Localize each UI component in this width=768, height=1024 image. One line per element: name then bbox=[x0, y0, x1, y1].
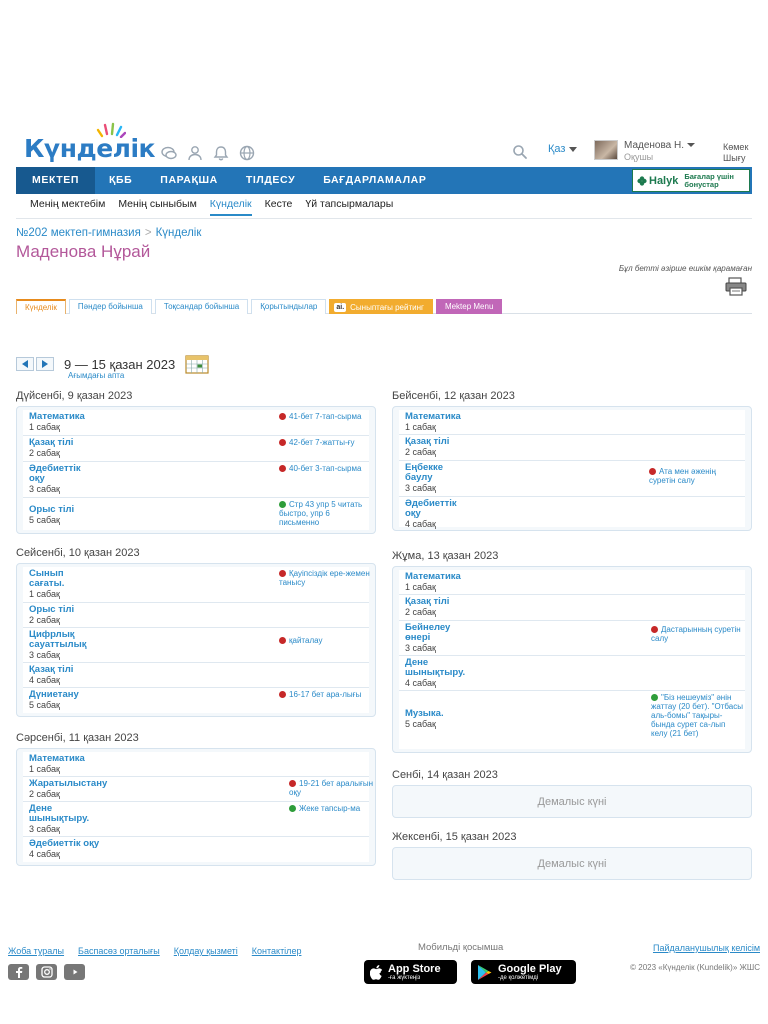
tab-class-rating[interactable] bbox=[329, 299, 433, 314]
holiday-label: Демалыс күні bbox=[392, 785, 752, 818]
halyk-text bbox=[684, 173, 734, 189]
homework[interactable] bbox=[651, 693, 743, 738]
bell-icon[interactable] bbox=[212, 144, 230, 162]
homework-text: Жеке тапсыр-ма bbox=[299, 804, 361, 813]
prev-week-button[interactable] bbox=[16, 357, 34, 371]
lesson-subject[interactable]: Дүниетану bbox=[29, 689, 79, 700]
day-title: Сәрсенбі, 11 қазан 2023 bbox=[16, 732, 139, 744]
lesson-subject[interactable]: Орыс тілі bbox=[29, 604, 75, 615]
halyk-text-line-2: бонустар bbox=[684, 179, 719, 189]
homework[interactable] bbox=[279, 412, 371, 421]
lesson-subject[interactable]: Әдебиеттік оқу bbox=[29, 838, 100, 849]
breadcrumb-school[interactable]: №202 мектеп-гимназия bbox=[16, 227, 141, 239]
lesson-number: 4 сабақ bbox=[29, 675, 60, 685]
day-title: Сенбі, 14 қазан 2023 bbox=[392, 769, 498, 781]
lesson-subject[interactable]: Математика bbox=[405, 571, 461, 582]
lesson-number: 5 сабақ bbox=[29, 700, 60, 710]
homework-text: 42-бет 7-жатты-ғу bbox=[289, 438, 355, 447]
lesson-number: 3 сабақ bbox=[29, 650, 60, 660]
copyright: © 2023 «Күнделік (Kundelik)» ЖШС bbox=[630, 963, 760, 972]
subnav-diary[interactable]: Күнделік bbox=[210, 198, 252, 216]
lesson-subject[interactable]: Әдебиеттік оқу bbox=[405, 498, 457, 519]
current-week-link[interactable]: Ағымдағы апта bbox=[68, 371, 125, 380]
homework-status-icon bbox=[649, 468, 656, 475]
app-store-text bbox=[388, 964, 441, 981]
homework-text: Стр 43 упр 5 читать быстро, упр 6 письменно bbox=[279, 500, 363, 527]
chat-icon[interactable] bbox=[160, 144, 178, 162]
subnav-homework[interactable]: Үй тапсырмалары bbox=[305, 198, 394, 210]
homework-text: Дастарынның суретін салу bbox=[651, 625, 741, 643]
homework-text: Ата мен әженің суретін салу bbox=[649, 467, 716, 485]
homework-status-icon bbox=[289, 805, 296, 812]
lesson-row bbox=[23, 603, 369, 628]
lesson-number: 5 сабақ bbox=[29, 515, 60, 525]
homework[interactable] bbox=[289, 804, 381, 813]
google-play-text bbox=[498, 964, 562, 981]
lesson-row bbox=[23, 802, 369, 837]
lesson-row bbox=[399, 410, 745, 435]
halyk-logo bbox=[637, 175, 678, 187]
tab-by-subjects[interactable]: Пәндер бойынша bbox=[69, 299, 152, 314]
footer-link-contacts[interactable]: Контактілер bbox=[251, 946, 302, 956]
lesson-subject[interactable]: Музыка. bbox=[405, 708, 444, 719]
nav-item-school[interactable]: МЕКТЕП bbox=[16, 167, 95, 194]
subnav-schedule[interactable]: Кесте bbox=[264, 198, 293, 210]
homework[interactable] bbox=[279, 500, 371, 527]
homework[interactable] bbox=[289, 779, 381, 797]
nav-item-chat[interactable]: ТІЛДЕСУ bbox=[245, 174, 296, 186]
day-title: Дүйсенбі, 9 қазан 2023 bbox=[16, 390, 133, 402]
main-nav bbox=[16, 167, 752, 194]
day-monday bbox=[16, 390, 376, 534]
homework-status-icon bbox=[279, 439, 286, 446]
divider bbox=[16, 218, 752, 219]
lesson-row bbox=[399, 621, 745, 656]
tab-mektep-menu[interactable]: Mektep Menu bbox=[436, 299, 502, 314]
lessons-list bbox=[392, 406, 752, 531]
day-title: Сейсенбі, 10 қазан 2023 bbox=[16, 547, 140, 559]
lesson-number: 4 сабақ bbox=[405, 678, 436, 688]
lesson-row bbox=[23, 663, 369, 688]
youtube-icon[interactable] bbox=[64, 964, 85, 980]
homework-status-icon bbox=[279, 570, 286, 577]
diary-tabs bbox=[16, 299, 752, 314]
homework-text: қайталау bbox=[289, 636, 323, 645]
lesson-subject[interactable]: Әдебиеттік оқу bbox=[29, 463, 81, 484]
lesson-row bbox=[399, 461, 745, 497]
homework[interactable] bbox=[279, 690, 371, 699]
apple-icon bbox=[370, 965, 383, 980]
tab-diary[interactable]: Күнделік bbox=[16, 299, 66, 314]
app-store-label: App Store bbox=[388, 962, 441, 975]
lesson-number: 2 сабақ bbox=[29, 448, 60, 458]
day-title: Бейсенбі, 12 қазан 2023 bbox=[392, 390, 515, 402]
print-icon[interactable] bbox=[724, 276, 750, 296]
tab-class-rating-label: Сыныптағы рейтинг bbox=[350, 302, 424, 312]
lesson-row bbox=[399, 691, 745, 749]
lesson-number: 1 сабақ bbox=[405, 422, 436, 432]
lesson-row bbox=[23, 777, 374, 802]
social-links bbox=[8, 964, 85, 980]
lesson-number: 2 сабақ bbox=[405, 447, 436, 457]
homework-text: 41-бет 7-тап-сырма bbox=[289, 412, 362, 421]
lesson-subject[interactable]: Математика bbox=[29, 753, 85, 764]
lesson-number: 2 сабақ bbox=[29, 615, 60, 625]
lesson-subject[interactable]: Қазақ тілі bbox=[405, 436, 450, 447]
homework-status-icon bbox=[279, 691, 286, 698]
day-title: Жұма, 13 қазан 2023 bbox=[392, 550, 499, 562]
lesson-number: 3 сабақ bbox=[29, 484, 60, 494]
mobile-app-title: Мобильді қосымша bbox=[418, 942, 504, 953]
lesson-number: 4 сабақ bbox=[405, 519, 436, 529]
google-play-sub: -де қолжетімді bbox=[498, 974, 539, 981]
lesson-subject[interactable]: Дене шынықтыру. bbox=[29, 803, 90, 824]
nav-item-page[interactable]: ПАРАҚША bbox=[160, 174, 218, 186]
lesson-row bbox=[399, 595, 745, 621]
lesson-subject[interactable]: Жаратылыстану bbox=[29, 778, 108, 789]
day-tuesday bbox=[16, 547, 376, 717]
instagram-icon[interactable] bbox=[36, 964, 57, 980]
homework-status-icon bbox=[279, 413, 286, 420]
lesson-subject[interactable]: Қазақ тілі bbox=[405, 596, 450, 607]
homework-text: "Біз нешеуміз" әнін жаттау (20 бет). "Отбасы аль-бомы" тақыры-бында сурет са-лып келу (21 бет) bbox=[651, 693, 744, 738]
lessons-list bbox=[16, 563, 376, 717]
footer-link-about[interactable]: Жоба туралы bbox=[8, 946, 65, 956]
footer-link-support[interactable]: Қолдау қызметі bbox=[173, 946, 238, 956]
breadcrumb-page[interactable]: Күнделік bbox=[155, 227, 202, 239]
lesson-subject[interactable]: Дене шынықтыру. bbox=[405, 657, 466, 678]
tab-by-quarters[interactable]: Тоқсандар бойынша bbox=[155, 299, 248, 314]
lesson-row bbox=[23, 462, 369, 498]
lessons-list bbox=[16, 406, 376, 534]
homework-status-icon bbox=[651, 694, 658, 701]
user-menu[interactable] bbox=[624, 140, 695, 151]
help-logout bbox=[723, 142, 748, 164]
lesson-row bbox=[23, 628, 369, 663]
lesson-subject[interactable]: Математика bbox=[29, 411, 85, 422]
lesson-subject[interactable]: Сынып сағаты. bbox=[29, 568, 65, 589]
homework[interactable] bbox=[651, 625, 743, 643]
lesson-row bbox=[399, 497, 745, 527]
lesson-number: 4 сабақ bbox=[29, 849, 60, 859]
lesson-subject[interactable]: Цифрлық сауаттылық bbox=[29, 629, 87, 650]
day-friday bbox=[392, 550, 752, 753]
lessons-list bbox=[392, 566, 752, 753]
nav-item-kbb[interactable]: ҚББ bbox=[108, 174, 133, 186]
lesson-number: 1 сабақ bbox=[29, 764, 60, 774]
homework-text: Қауіпсіздік ере-жемен танысу bbox=[279, 569, 370, 587]
lesson-subject[interactable]: Еңбекке баулу bbox=[405, 462, 444, 483]
next-week-button[interactable] bbox=[36, 357, 54, 371]
user-name: Маденова Н. bbox=[624, 140, 685, 151]
google-play-label: Google Play bbox=[498, 962, 562, 975]
arrow-right-icon bbox=[42, 360, 48, 368]
viewed-notice: Бұл бетті әзірше ешкім қарамаған bbox=[618, 264, 752, 273]
facebook-icon[interactable] bbox=[8, 964, 29, 980]
halyk-text-line-1: Бағалар үшін bbox=[684, 171, 734, 181]
day-thursday bbox=[392, 390, 752, 531]
avatar[interactable] bbox=[594, 140, 618, 160]
lessons-list bbox=[16, 748, 376, 866]
holiday-label: Демалыс күні bbox=[392, 847, 752, 880]
breadcrumb bbox=[16, 227, 201, 239]
help-link[interactable]: Көмек bbox=[723, 142, 749, 152]
footer-link-press[interactable]: Баспасөз орталығы bbox=[78, 946, 160, 956]
homework[interactable] bbox=[279, 569, 371, 587]
lesson-row bbox=[23, 410, 369, 436]
language-selector[interactable] bbox=[548, 143, 577, 155]
lesson-row bbox=[23, 752, 369, 777]
day-sunday bbox=[392, 831, 752, 880]
lesson-subject[interactable]: Қазақ тілі bbox=[29, 664, 74, 675]
google-play-button[interactable] bbox=[471, 960, 576, 984]
header bbox=[0, 118, 768, 166]
day-wednesday bbox=[16, 732, 376, 866]
lesson-number: 5 сабақ bbox=[405, 719, 436, 729]
day-title: Жексенбі, 15 қазан 2023 bbox=[392, 831, 517, 843]
lesson-subject[interactable]: Бейнелеу өнері bbox=[405, 622, 451, 643]
homework-status-icon bbox=[289, 780, 296, 787]
lesson-row bbox=[23, 688, 369, 713]
homework-text: 19-21 бет аралығын оқу bbox=[289, 779, 374, 797]
calendar-icon[interactable] bbox=[185, 354, 209, 374]
lesson-row bbox=[399, 435, 745, 461]
homework-text: 16-17 бет ара-лығы bbox=[289, 690, 362, 699]
app-store-sub: -ға жүктеңіз bbox=[388, 974, 421, 981]
homework-status-icon bbox=[279, 465, 286, 472]
terms-link[interactable]: Пайдаланушылық келісім bbox=[652, 943, 760, 953]
globe-icon[interactable] bbox=[238, 144, 256, 162]
lesson-number: 3 сабақ bbox=[405, 483, 436, 493]
lesson-number: 2 сабақ bbox=[29, 789, 60, 799]
homework[interactable] bbox=[649, 467, 741, 485]
header-icons bbox=[160, 144, 256, 162]
lesson-number: 3 сабақ bbox=[405, 643, 436, 653]
user-icon[interactable] bbox=[186, 144, 204, 162]
day-saturday bbox=[392, 769, 752, 818]
halyk-logo-text: Halyk bbox=[649, 174, 679, 187]
lesson-subject[interactable]: Математика bbox=[405, 411, 461, 422]
lesson-number: 3 сабақ bbox=[29, 824, 60, 834]
arrow-left-icon bbox=[22, 360, 28, 368]
language-label: Қаз bbox=[548, 143, 566, 155]
chevron-down-icon bbox=[687, 143, 695, 147]
lesson-row bbox=[23, 837, 369, 862]
halyk-banner[interactable] bbox=[632, 169, 750, 192]
google-play-icon bbox=[477, 964, 493, 981]
ai-badge: ai. bbox=[336, 303, 345, 311]
lesson-number: 1 сабақ bbox=[29, 422, 60, 432]
breadcrumb-separator: > bbox=[144, 227, 152, 239]
lesson-number: 1 сабақ bbox=[405, 582, 436, 592]
page-title: Маденова Нұрай bbox=[16, 242, 151, 261]
homework[interactable] bbox=[279, 464, 371, 473]
lesson-subject[interactable]: Қазақ тілі bbox=[29, 437, 74, 448]
homework[interactable] bbox=[279, 636, 371, 645]
user-role: Оқушы bbox=[624, 152, 654, 162]
footer-links bbox=[8, 946, 301, 956]
clover-icon bbox=[637, 176, 647, 186]
lesson-row bbox=[23, 436, 369, 462]
subnav-my-class[interactable]: Менің сыныбым bbox=[118, 198, 197, 210]
logo-text: Күнделік bbox=[24, 134, 155, 163]
subnav-my-school[interactable]: Менің мектебім bbox=[30, 198, 106, 210]
homework-text: 40-бет 3-тап-сырма bbox=[289, 464, 362, 473]
lesson-row bbox=[399, 570, 745, 595]
tab-results[interactable]: Қорытындылар bbox=[251, 299, 326, 314]
lesson-row bbox=[399, 656, 745, 691]
homework-status-icon bbox=[279, 637, 286, 644]
lesson-number: 2 сабақ bbox=[405, 607, 436, 617]
week-range: 9 — 15 қазан 2023 bbox=[64, 356, 176, 372]
search-icon[interactable] bbox=[512, 144, 528, 160]
nav-item-programs[interactable]: БАҒДАРЛАМАЛАР bbox=[323, 174, 427, 186]
lesson-row bbox=[23, 567, 369, 603]
lesson-number: 1 сабақ bbox=[29, 589, 60, 599]
lesson-subject[interactable]: Орыс тілі bbox=[29, 504, 75, 515]
logo[interactable] bbox=[24, 122, 155, 163]
homework-status-icon bbox=[279, 501, 286, 508]
chevron-down-icon bbox=[569, 147, 577, 152]
app-store-button[interactable] bbox=[364, 960, 457, 984]
homework-status-icon bbox=[651, 626, 658, 633]
sub-nav bbox=[30, 198, 393, 216]
homework[interactable] bbox=[279, 438, 371, 447]
logout-link[interactable]: Шығу bbox=[723, 153, 746, 163]
lesson-row bbox=[23, 498, 369, 530]
